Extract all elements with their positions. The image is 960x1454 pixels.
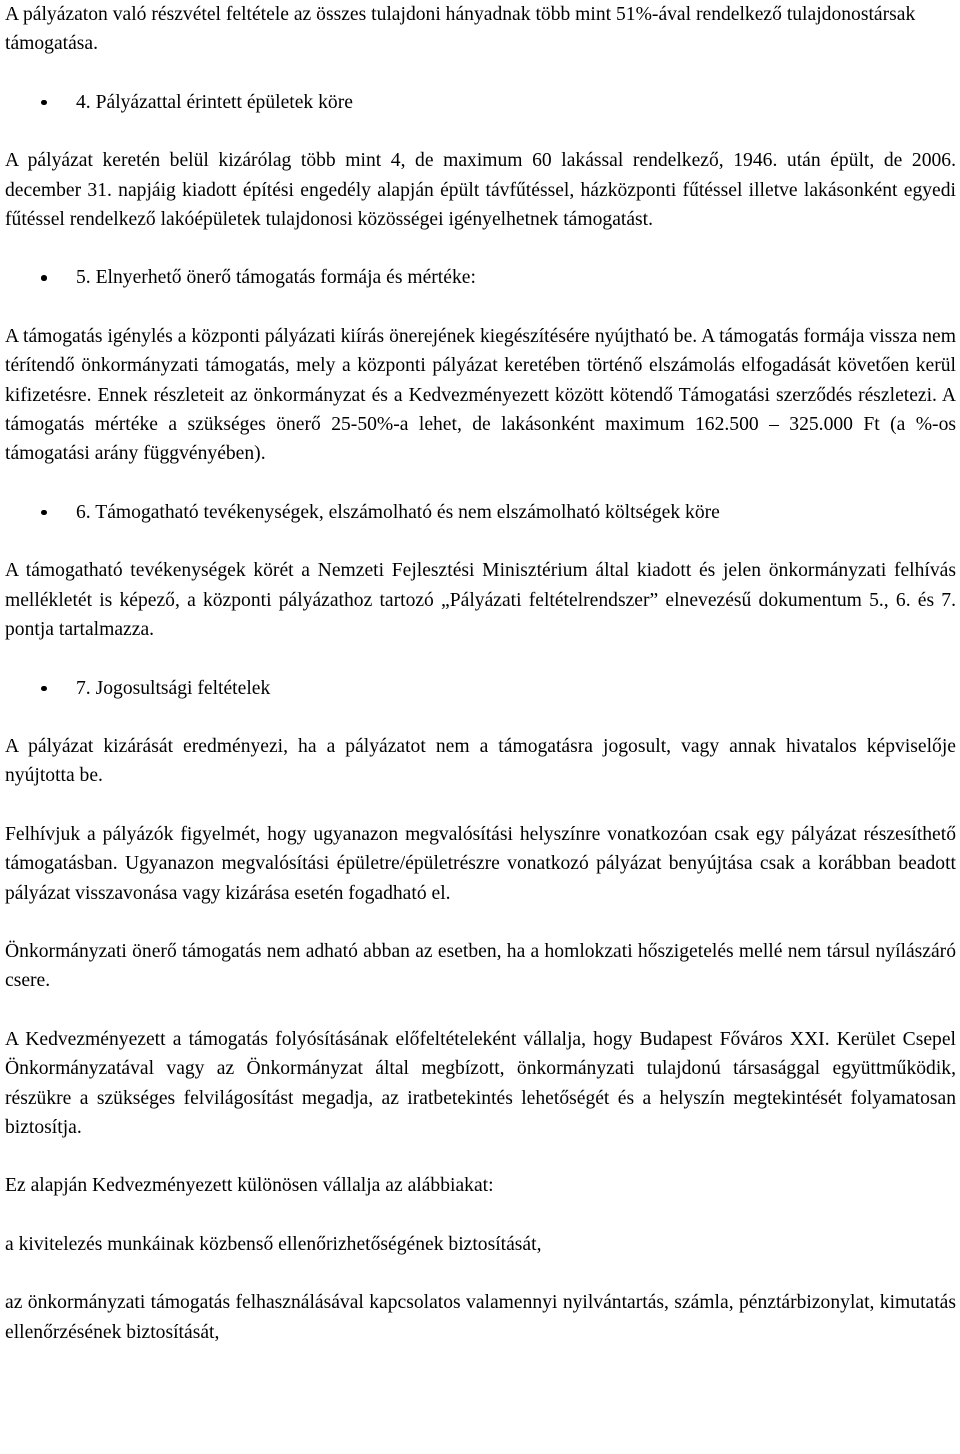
document-page [5, 0, 956, 1347]
paragraph-window-replacement: Önkormányzati önerő támogatás nem adható abban az esetben, ha a homlokzati hőszigetelés mellé nem társul nyílászáró csere. [5, 940, 956, 992]
paragraph-eligible-buildings: A pályázat keretén belül kizárólag több mint 4, de maximum 60 lakással rendelkező, 1946. után épült, de 2006. december 31. napjáig kiadott építési engedély alapján épült távfűtéssel, házközponti fűtéssel illetve lakásonként egyedi fűtéssel rendelkező lakóépületek tulajdonosi közösségei igényelhetnek támogatást. [5, 150, 956, 231]
section-heading-5 [5, 263, 956, 292]
bullet-icon [41, 510, 47, 516]
bullet-icon [41, 686, 47, 692]
section-heading-7 [5, 674, 956, 703]
paragraph-supported-activities: A támogatható tevékenységek körét a Nemzeti Fejlesztési Minisztérium által kiadott és jelen önkormányzati felhívás mellékletét is képező, a központi pályázathoz tartozó „Pályázati feltételrendszer” elnevezésű dokumentum 5., 6. és 7. pontja tartalmazza. [5, 560, 956, 641]
section-heading-7-text: 7. Jogosultsági feltételek [76, 677, 271, 699]
paragraph-single-application: Felhívjuk a pályázók figyelmét, hogy ugyanazon megvalósítási helyszínre vonatkozóan csak egy pályázat részesíthető támogatásban. Ugyanazon megvalósítási épületre/épületrészre vonatkozó pályázat benyújtása csak a korábban beadott pályázat visszavonása vagy kizárása esetén fogadható el. [5, 823, 956, 904]
section-heading-4-text: 4. Pályázattal érintett épületek köre [76, 91, 353, 113]
paragraph-support-form: A támogatás igénylés a központi pályázati kiírás önerejének kiegészítésére nyújtható be. A támogatás formája vissza nem térítendő önkormányzati támogatás, mely a központi pályázat keretében történő elszámolás elfogadását követően kerül kifizetésre. Ennek részleteit az önkormányzat és a Kedvezményezett között kötendő Támogatási szerződés részletezi. A támogatás mértéke a szükséges önerő 25-50%-a lehet, de lakásonként maximum 162.500 – 325.000 Ft (a %-os támogatási arány függvényében). [5, 325, 956, 465]
paragraph-obligation-records: az önkormányzati támogatás felhasználásával kapcsolatos valamennyi nyilvántartás, számla, pénztárbizonylat, kimutatás ellenőrzésének biztosítását, [5, 1292, 956, 1343]
section-heading-6-text: 6. Támogatható tevékenységek, elszámolható és nem elszámolható költségek köre [76, 501, 720, 523]
bullet-icon [41, 275, 47, 281]
paragraph-cooperation: A Kedvezményezett a támogatás folyósításának előfeltételeként vállalja, hogy Budapest Főváros XXI. Kerület Csepel Önkormányzatával vagy az Önkormányzat által megbízott, önkormányzati tulajdonú társasággal együttműködik, részükre a szükséges felvilágosítást megadja, az iratbetekintés lehetőségét és a helyszín megtekintését folyamatosan biztosítja. [5, 1028, 956, 1138]
section-heading-6 [5, 498, 956, 527]
section-heading-4 [5, 88, 956, 117]
section-heading-5-text: 5. Elnyerhető önerő támogatás formája és mértéke: [76, 267, 476, 289]
paragraph-obligations-intro: Ez alapján Kedvezményezett különösen vállalja az alábbiakat: [5, 1175, 494, 1197]
paragraph-exclusion: A pályázat kizárását eredményezi, ha a pályázatot nem a támogatásra jogosult, vagy annak hivatalos képviselője nyújtotta be. [5, 735, 956, 787]
paragraph-participation-condition: A pályázaton való részvétel feltétele az összes tulajdoni hányadnak több mint 51%-ával rendelkező tulajdonostársak támogatása. [5, 4, 916, 55]
bullet-icon [41, 100, 47, 106]
paragraph-obligation-construction: a kivitelezés munkáinak közbenső ellenőrizhetőségének biztosítását, [5, 1233, 542, 1255]
